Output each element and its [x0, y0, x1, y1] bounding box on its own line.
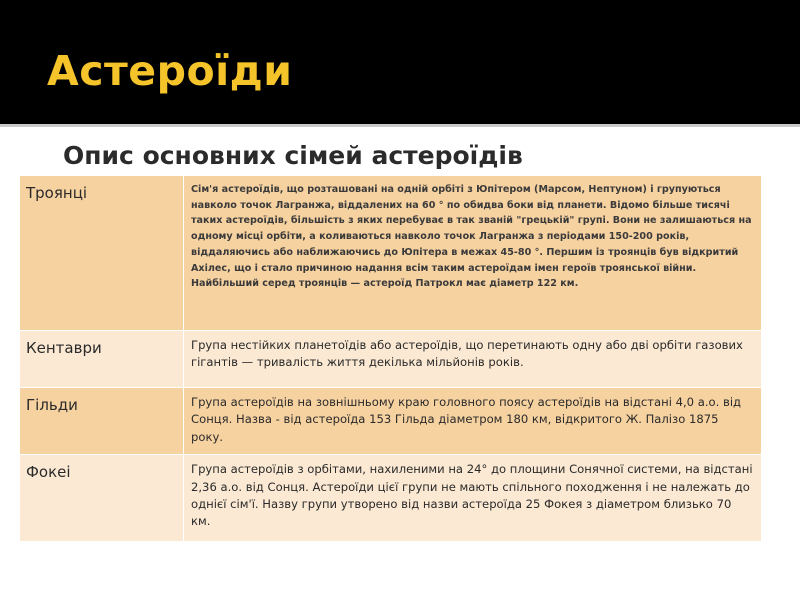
slide-title: Астероїди	[47, 47, 293, 95]
asteroid-families-table	[19, 175, 762, 542]
family-name: Гільди	[20, 388, 184, 455]
family-description: Група нестійких планетоїдів або астероїдів, що перетинають одну або дві орбіти газових гігантів — тривалість життя декілька мільйонів років.	[184, 331, 762, 388]
table-row	[20, 176, 762, 331]
table-row	[20, 388, 762, 455]
family-name: Фокеі	[20, 455, 184, 542]
family-description: Група астероїдів з орбітами, нахиленими на 24° до площини Сонячної системи, на відстані 2,36 а.о. від Сонця. Астероїди цієї групи не мають спільного походження і не належать до однієї сім'ї. Назву групи утворено від назви астероїда 25 Фокея з діаметром близько 70 км.	[184, 455, 762, 542]
table-row	[20, 455, 762, 542]
header-divider	[0, 124, 800, 127]
family-name: Троянці	[20, 176, 184, 331]
slide-subtitle: Опис основних сімей астероїдів	[63, 141, 523, 170]
family-description: Група астероїдів на зовнішньому краю головного поясу астероїдів на відстані 4,0 а.о. від Сонця. Назва - від астероїда 153 Гільда діаметром 180 км, відкритого Ж. Палізо 1875 року.	[184, 388, 762, 455]
family-description: Сім'я астероїдів, що розташовані на одній орбіті з Юпітером (Марсом, Нептуном) і групуються навколо точок Лагранжа, віддалених на 60 ° по обидва боки від планети. Відомо більше тисячі таких астероїдів, більшість з яких перебуває в так званій "грецькій" групі. Вони не залишаються на одному місці орбіти, а коливаються навколо точок Лагранжа з періодами 150-200 років, віддаляючись або наближаючись до Юпітера в межах 45-80 °. Першим із троянців був відкритий Ахілес, що і стало причиною надання всім таким астероїдам імен героїв троянської війни. Найбільший серед троянців — астероїд Патрокл має діаметр 122 км.	[184, 176, 762, 331]
family-name: Кентаври	[20, 331, 184, 388]
table-row	[20, 331, 762, 388]
